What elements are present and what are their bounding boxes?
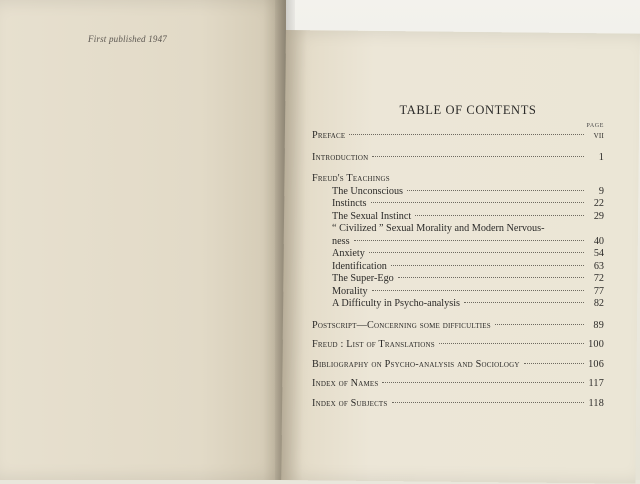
toc-entry-label: Anxiety xyxy=(332,248,365,259)
toc-entry-label: The Unconscious xyxy=(332,185,404,197)
page-column-heading: PAGE xyxy=(586,123,604,129)
toc-entry-page: 77 xyxy=(593,285,604,297)
toc-entry-page: 54 xyxy=(593,248,604,259)
toc-entry-page: 1 xyxy=(598,151,604,163)
leader-dots xyxy=(495,324,584,325)
left-page xyxy=(0,0,286,480)
leader-dots xyxy=(398,277,584,278)
toc-entry-label: The Super-Ego xyxy=(332,273,394,284)
toc-entry xyxy=(312,152,604,165)
toc-entry xyxy=(312,298,604,311)
toc-entry xyxy=(312,198,604,211)
leader-dots xyxy=(372,290,584,291)
toc-entry xyxy=(312,398,604,411)
leader-dots xyxy=(349,134,584,135)
toc-entry-label: Bibliography on Psycho-analysis and Sociology xyxy=(312,358,520,370)
toc-entry-page: 106 xyxy=(588,358,604,370)
toc-entry-label: “ Civilized ” Sexual Morality and Modern Nervous- xyxy=(332,223,545,234)
leader-dots xyxy=(392,402,584,403)
toc-entry-page: 9 xyxy=(598,185,604,197)
toc-entry-page: 29 xyxy=(593,210,604,222)
toc-entry-page: 72 xyxy=(593,273,604,284)
toc-entry xyxy=(312,273,604,286)
toc-entry-page: 100 xyxy=(588,339,604,350)
leader-dots xyxy=(372,156,584,157)
toc-entry-label: Preface xyxy=(312,130,346,141)
toc-entry xyxy=(312,359,604,372)
toc-entry-page: 40 xyxy=(593,235,604,247)
toc-entry-page: 117 xyxy=(588,378,604,389)
toc-entry xyxy=(312,211,604,224)
toc-entry-label: Introduction xyxy=(312,151,369,163)
toc-entry-label: Instincts xyxy=(332,198,367,209)
leader-dots xyxy=(464,302,584,303)
toc-entry-label: Postscript—Concerning some difficulties xyxy=(312,319,491,331)
toc-entry-page: vii xyxy=(593,130,604,141)
toc-entry-label: Index of Names xyxy=(312,378,379,389)
leader-dots xyxy=(371,202,584,203)
toc-entry-page: 118 xyxy=(588,397,604,409)
toc-entry-page: 22 xyxy=(593,198,604,209)
toc-entry xyxy=(312,378,604,391)
toc-entry xyxy=(312,130,604,143)
toc-entry-page: 82 xyxy=(593,298,604,309)
leader-dots xyxy=(354,240,584,241)
leader-dots xyxy=(524,363,584,364)
toc-entry xyxy=(312,261,604,274)
table-of-contents xyxy=(312,103,604,410)
toc-entry-label: Index of Subjects xyxy=(312,397,388,409)
leader-dots xyxy=(407,190,584,191)
toc-entry xyxy=(312,286,604,299)
leader-dots xyxy=(415,215,584,216)
toc-entry-label: Morality xyxy=(332,285,368,297)
toc-entry-page: 63 xyxy=(593,260,604,272)
toc-entry-label: Identification xyxy=(332,260,387,272)
leader-dots xyxy=(439,343,584,344)
toc-entry-label: Freud : List of Translations xyxy=(312,339,435,350)
toc-entry-page: 89 xyxy=(593,319,604,331)
leader-dots xyxy=(382,382,584,383)
toc-section-heading xyxy=(312,173,604,186)
leader-dots xyxy=(369,252,584,253)
toc-entry xyxy=(312,223,604,248)
toc-entry-label: Freud's Teachings xyxy=(312,173,390,184)
leader-dots xyxy=(391,265,584,266)
toc-entry-label: The Sexual Instinct xyxy=(332,210,412,222)
first-published-note: First published 1947 xyxy=(88,34,168,44)
toc-entry xyxy=(312,186,604,199)
toc-entry xyxy=(312,248,604,261)
toc-entry-label-continued: ness xyxy=(332,235,350,247)
toc-entry xyxy=(312,339,604,352)
toc-entry xyxy=(312,320,604,333)
toc-title: TABLE OF CONTENTS xyxy=(399,103,537,117)
toc-entry-label: A Difficulty in Psycho-analysis xyxy=(332,298,460,309)
